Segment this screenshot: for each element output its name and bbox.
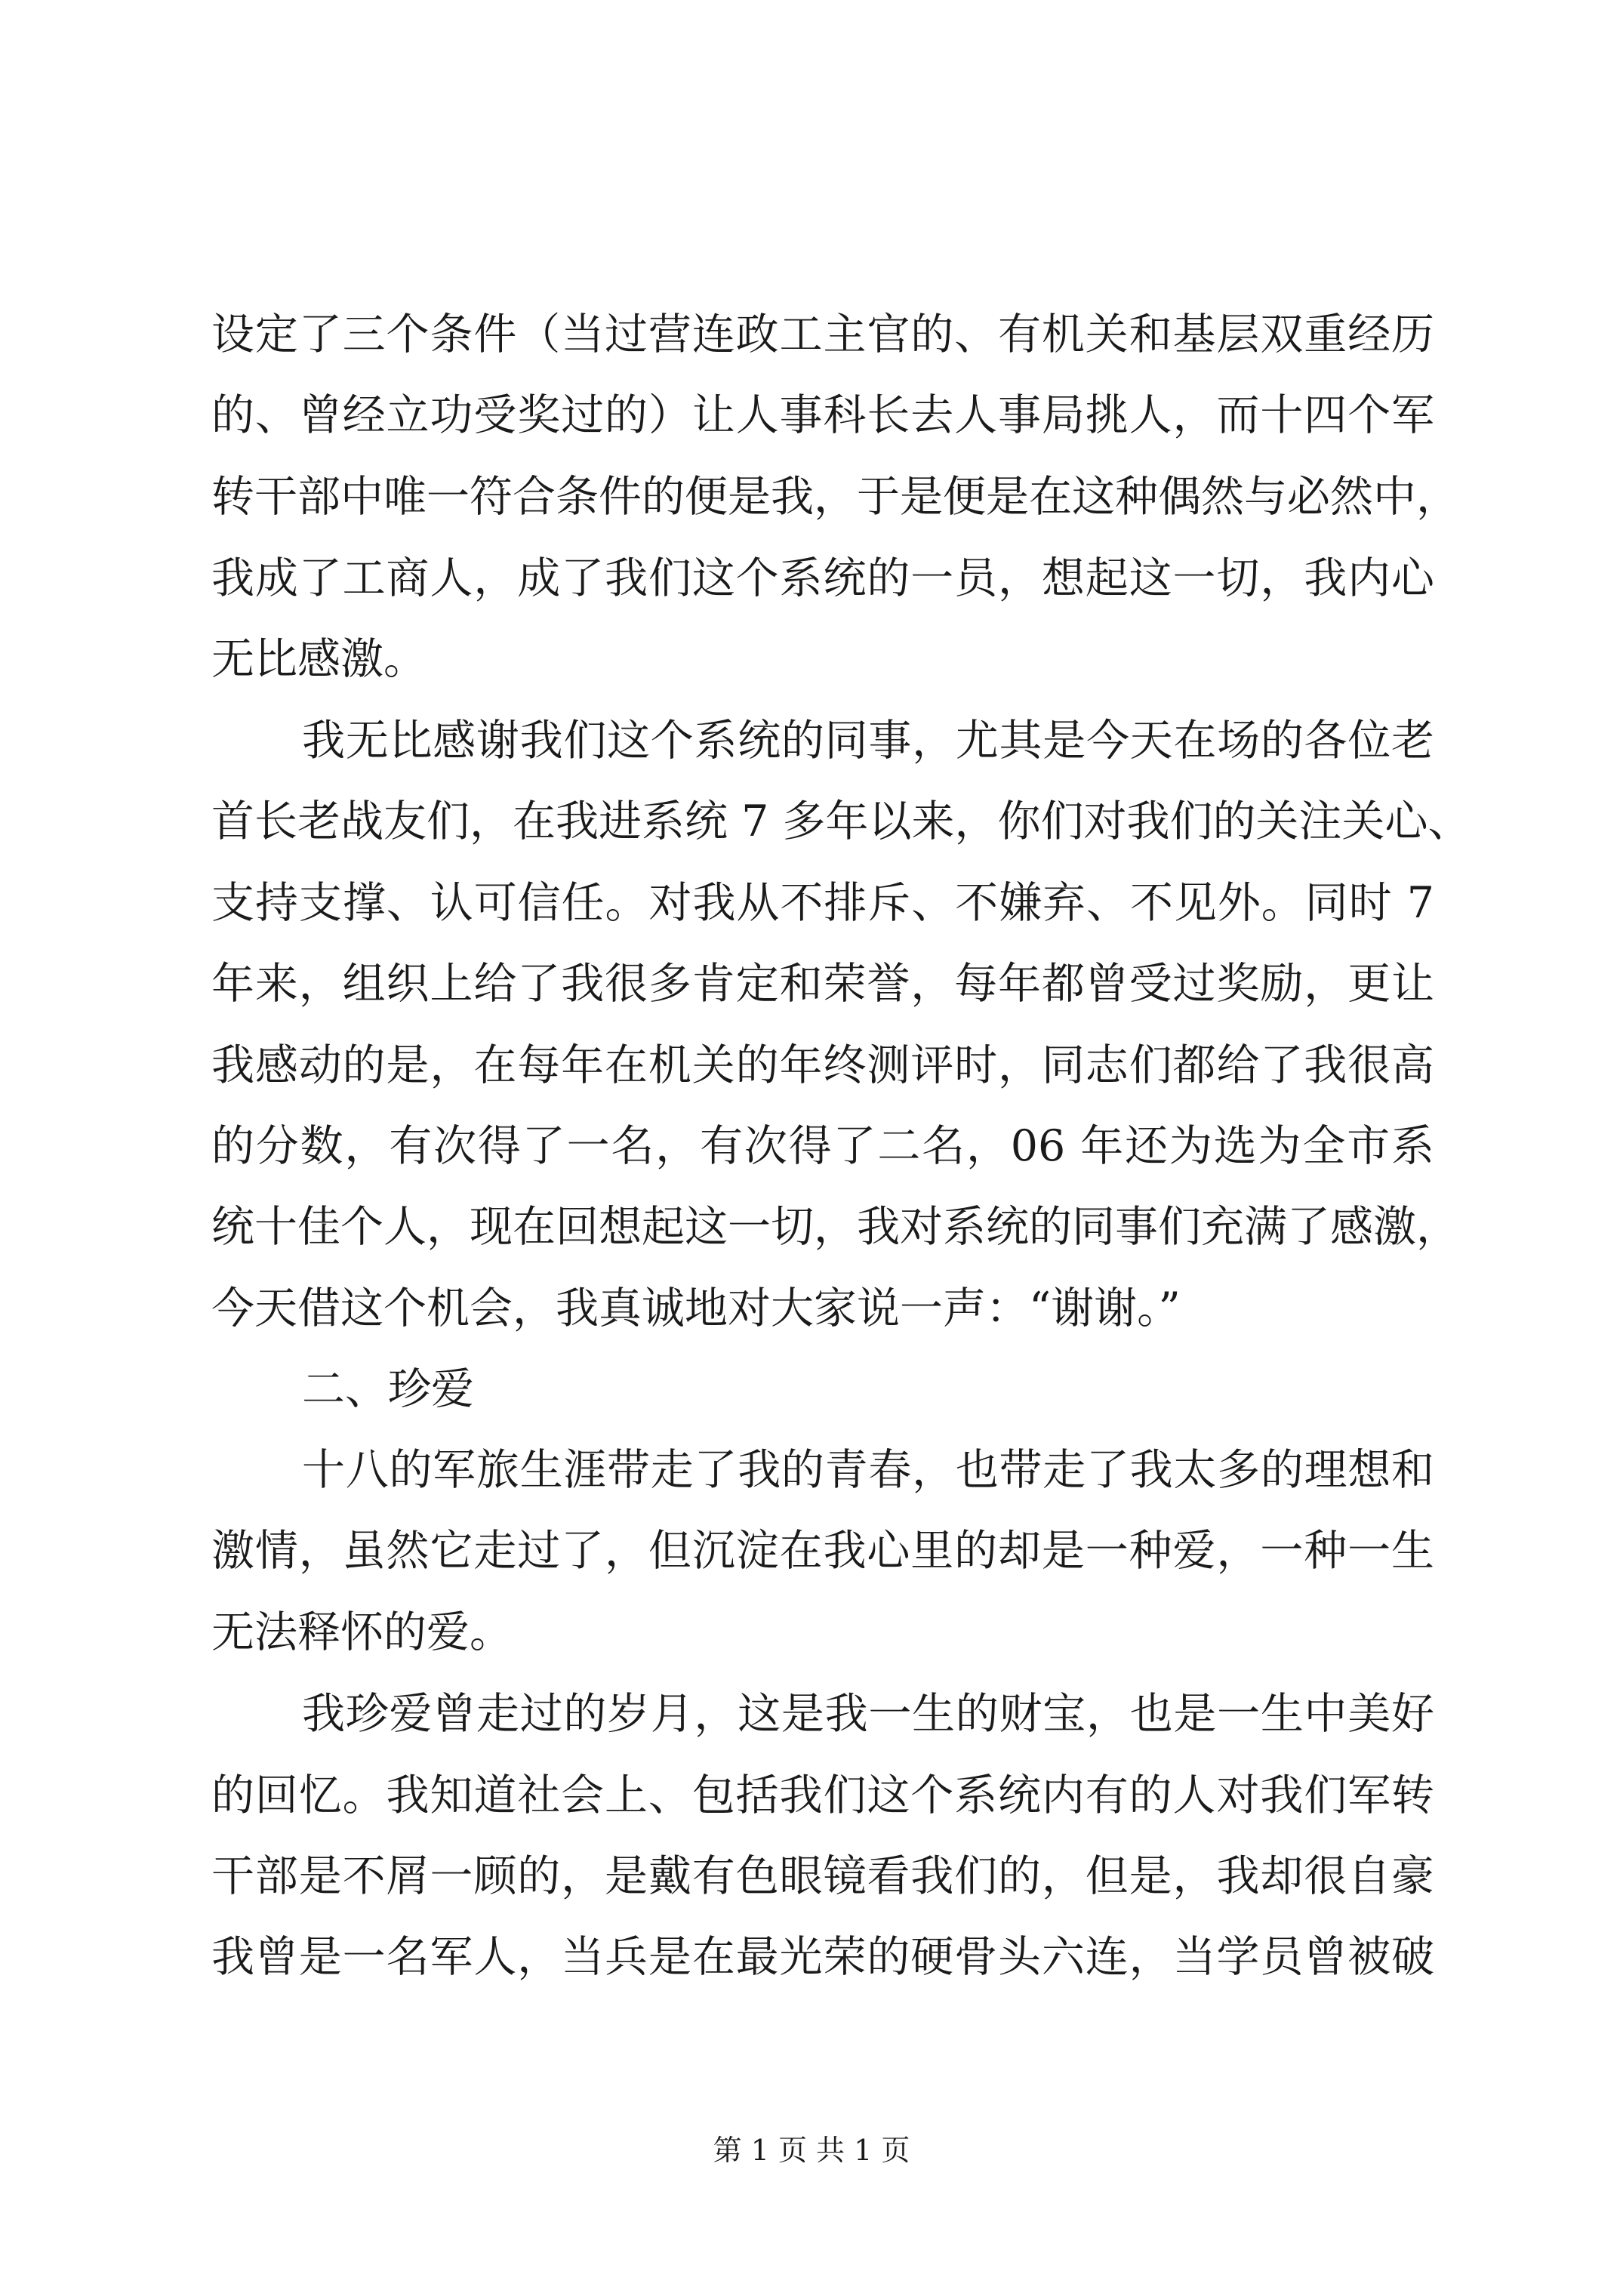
body-text-line-9: 年来，组织上给了我很多肯定和荣誉，每年都曾受过奖励，更让 (211, 959, 1434, 1009)
section-heading: 二、珍爱 (302, 1364, 474, 1414)
body-text-line-7: 首长老战友们，在我进系统 7 多年以来，你们对我们的关注关心、 (211, 797, 1471, 846)
body-text-line-11: 的分数，有次得了一名，有次得了二名，06 年还为选为全市系 (211, 1121, 1434, 1171)
body-text-line-6: 我无比感谢我们这个系统的同事，尤其是今天在场的各位老 (302, 716, 1434, 766)
body-text-line-20: 干部是不屑一顾的，是戴有色眼镜看我们的，但是，我却很自豪 (211, 1851, 1434, 1901)
body-text-line-18: 我珍爱曾走过的岁月，这是我一生的财宝，也是一生中美好 (302, 1689, 1434, 1739)
body-text-line-12: 统十佳个人，现在回想起这一切，我对系统的同事们充满了感激， (211, 1202, 1459, 1252)
body-text-line-10: 我感动的是，在每年在机关的年终测评时，同志们都给了我很高 (211, 1040, 1434, 1090)
body-text-line-15: 十八的军旅生涯带走了我的青春，也带走了我太多的理想和 (302, 1445, 1434, 1495)
body-text-line-1: 设定了三个条件（当过营连政工主官的、有机关和基层双重经历 (211, 310, 1434, 359)
body-text-line-17: 无法释怀的爱。 (211, 1607, 513, 1657)
body-text-line-16: 激情，虽然它走过了，但沉淀在我心里的却是一种爱，一种一生 (211, 1526, 1434, 1576)
body-text-line-3: 转干部中唯一符合条件的便是我，于是便是在这种偶然与必然中， (211, 472, 1459, 522)
body-text-line-4: 我成了工商人，成了我们这个系统的一员，想起这一切，我内心 (211, 553, 1434, 603)
page-footer: 第 1 页 共 1 页 (713, 2134, 910, 2167)
body-text-line-2: 的、曾经立功受奖过的）让人事科长去人事局挑人，而十四个军 (211, 390, 1434, 440)
body-text-line-13: 今天借这个机会，我真诚地对大家说一声：“谢谢。” (211, 1284, 1181, 1333)
body-text-line-21: 我曾是一名军人，当兵是在最光荣的硬骨头六连，当学员曾被破 (211, 1932, 1434, 1982)
body-text-line-8: 支持支撑、认可信任。对我从不排斥、不嫌弃、不见外。同时 7 (211, 878, 1434, 928)
body-text-line-5: 无比感激。 (211, 634, 427, 684)
body-text-line-19: 的回忆。我知道社会上、包括我们这个系统内有的人对我们军转 (211, 1771, 1434, 1820)
